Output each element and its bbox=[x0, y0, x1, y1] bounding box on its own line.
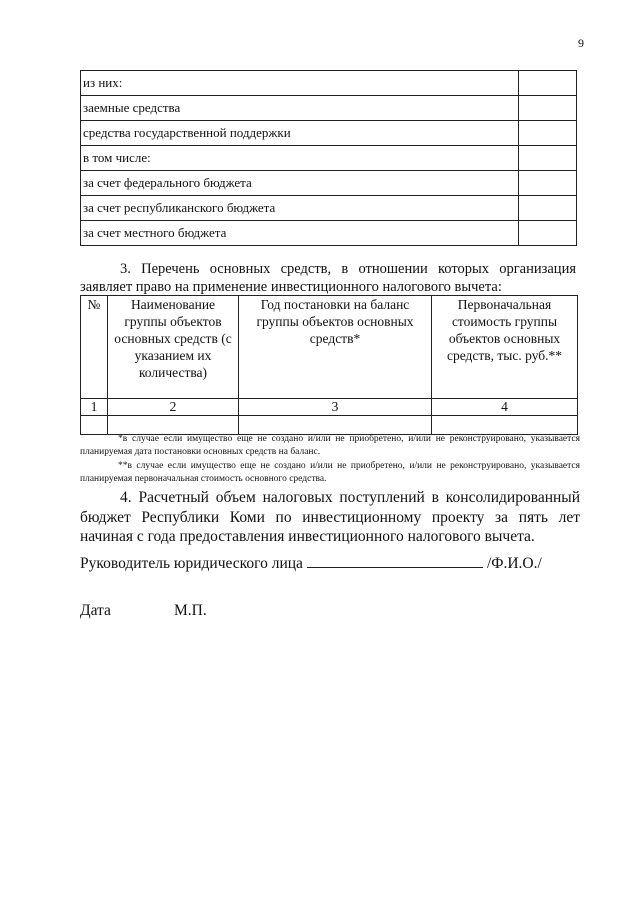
section-4-text: 4. Расчетный объем налоговых поступлений в консолидированный бюджет Республики Коми по инвестиционному проекту за пять лет начиная с года предоставления инвестиционного налогового вычета. bbox=[80, 489, 580, 545]
table-cell bbox=[81, 416, 108, 435]
value-cell bbox=[519, 221, 577, 246]
table-row bbox=[81, 121, 577, 146]
value-cell bbox=[519, 146, 577, 171]
table-cell: за счет местного бюджета bbox=[81, 221, 519, 246]
footnote bbox=[80, 433, 580, 459]
column-number: 3 bbox=[239, 399, 432, 416]
signature-blank bbox=[307, 553, 483, 568]
footnote bbox=[80, 460, 580, 486]
table-row bbox=[81, 146, 577, 171]
table-row bbox=[81, 96, 577, 121]
table-cell: из них: bbox=[81, 71, 519, 96]
value-cell bbox=[519, 96, 577, 121]
section-3-paragraph bbox=[80, 260, 576, 296]
table-cell bbox=[239, 416, 432, 435]
section-3-text: 3. Перечень основных средств, в отношении которых организация заявляет право на применение инвестиционного налогового вычета: bbox=[80, 261, 576, 295]
table-cell bbox=[432, 416, 578, 435]
numbering-row bbox=[81, 399, 578, 416]
fio-label: /Ф.И.О./ bbox=[486, 555, 542, 572]
table-cell bbox=[108, 416, 239, 435]
table-row bbox=[81, 71, 577, 96]
table-row bbox=[81, 196, 577, 221]
footnote-text: **в случае если имущество еще не создано и/или не приобретено, и/или не реконструировано, указывается планируемая первоначальная стоимость основного средства. bbox=[80, 461, 580, 484]
table-row bbox=[81, 171, 577, 196]
column-number: 1 bbox=[81, 399, 108, 416]
table-cell: за счет республиканского бюджета bbox=[81, 196, 519, 221]
column-number: 4 bbox=[432, 399, 578, 416]
table-cell: за счет федерального бюджета bbox=[81, 171, 519, 196]
assets-table bbox=[80, 295, 578, 435]
table-cell: заемные средства bbox=[81, 96, 519, 121]
table-row bbox=[81, 221, 577, 246]
table-cell: средства государственной поддержки bbox=[81, 121, 519, 146]
column-header-cost: Первоначальная стоимость группы объектов основных средств, тыс. руб.** bbox=[432, 296, 578, 399]
value-cell bbox=[519, 196, 577, 221]
stamp-label: М.П. bbox=[174, 602, 207, 619]
header-row bbox=[81, 296, 578, 399]
value-cell bbox=[519, 171, 577, 196]
value-cell bbox=[519, 71, 577, 96]
column-number: 2 bbox=[108, 399, 239, 416]
column-header-number: № bbox=[81, 296, 108, 399]
date-label: Дата bbox=[80, 602, 111, 619]
funding-table bbox=[80, 70, 577, 246]
signature-line bbox=[80, 553, 542, 573]
column-header-year: Год постановки на баланс группы объектов основных средств* bbox=[239, 296, 432, 399]
page-number: 9 bbox=[578, 36, 584, 50]
section-4-paragraph bbox=[80, 488, 580, 547]
value-cell bbox=[519, 121, 577, 146]
footnote-text: *в случае если имущество еще не создано и/или не приобретено, и/или не реконструировано, указывается планируемая дата постановки основных средств на баланс. bbox=[80, 434, 580, 457]
signature-label: Руководитель юридического лица bbox=[80, 555, 303, 572]
column-header-name: Наименование группы объектов основных средств (с указанием их количества) bbox=[108, 296, 239, 399]
table-row bbox=[81, 416, 578, 435]
table-cell: в том числе: bbox=[81, 146, 519, 171]
